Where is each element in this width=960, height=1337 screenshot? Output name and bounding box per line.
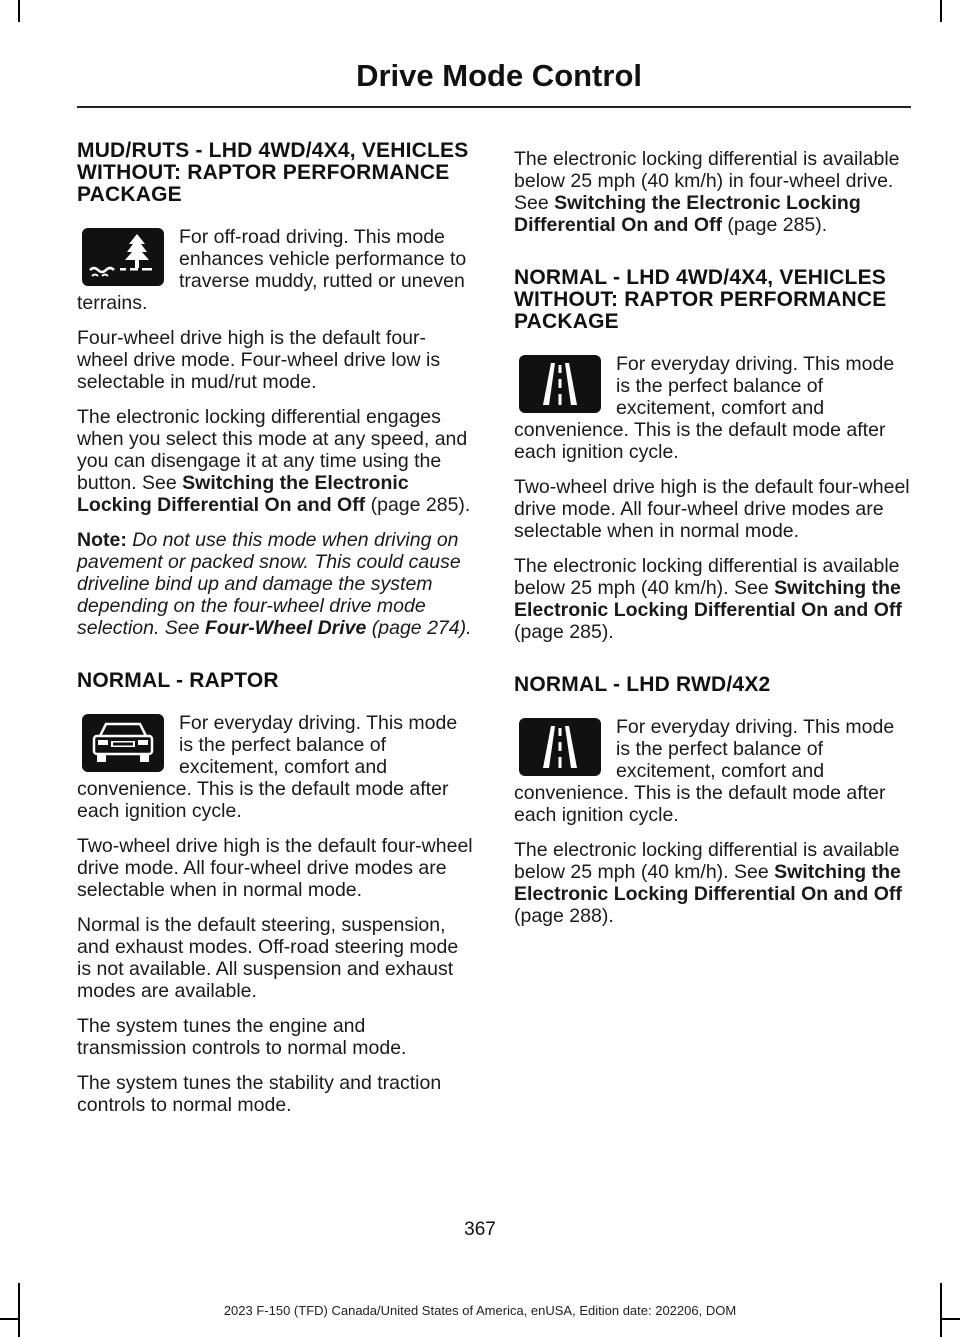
road-lane-icon (519, 718, 601, 776)
crop-mark-top-right (940, 0, 942, 22)
left-column (77, 140, 474, 1129)
section-mud-ruts (77, 140, 474, 639)
right-column (514, 148, 911, 940)
paragraph: The system tunes the engine and transmission controls to normal mode. (77, 1015, 407, 1059)
paragraph: For off-road driving. This mode enhances vehicle performance to traverse muddy, rutted or uneven terrains. (77, 226, 467, 314)
section-normal-4wd (514, 267, 911, 643)
section-normal-rwd (514, 674, 911, 927)
paragraph: Two-wheel drive high is the default four-wheel drive mode. All four-wheel drive modes are selectable when in normal mode. (77, 835, 473, 901)
paragraph: Two-wheel drive high is the default four-wheel drive mode. All four-wheel drive modes are selectable when in normal mode. (514, 476, 910, 542)
page-ref: (page 285). (722, 214, 828, 236)
paragraph: The system tunes the stability and traction controls to normal mode. (77, 1072, 442, 1116)
paragraph (77, 406, 474, 516)
paragraph (514, 148, 911, 236)
paragraph: For everyday driving. This mode is the perfect balance of excitement, comfort and convenience. This is the default mode after each ignition cycle. (77, 712, 458, 822)
cross-reference-link[interactable]: Switching the Electronic Locking Differential On and Off (514, 192, 861, 236)
page-ref: (page 285). (514, 621, 614, 643)
text: The electronic locking differential engages when you select this mode at any speed, and you can disengage it at any time using the button. See (77, 406, 468, 494)
page-title: Drive Mode Control (356, 58, 642, 93)
crop-mark-bottom-left-h (0, 1318, 18, 1320)
section-heading: MUD/RUTS - LHD 4WD/4X4, VEHICLES WITHOUT: RAPTOR PERFORMANCE PACKAGE (77, 139, 469, 206)
text: The electronic locking differential is available below 25 mph (40 km/h). See (514, 839, 900, 883)
crop-mark-bottom-right-h (942, 1318, 960, 1320)
section-heading: NORMAL - LHD 4WD/4X4, VEHICLES WITHOUT: RAPTOR PERFORMANCE PACKAGE (514, 266, 887, 333)
page-ref: (page 288). (514, 905, 614, 927)
page-ref: (page 274). (366, 617, 472, 639)
paragraph: Four-wheel drive high is the default four-wheel drive mode. Four-wheel drive low is selectable in mud/rut mode. (77, 327, 441, 393)
section-heading: NORMAL - LHD RWD/4X2 (514, 673, 771, 696)
cross-reference-link[interactable]: Switching the Electronic Locking Differential On and Off (514, 577, 902, 621)
note-paragraph (77, 529, 474, 639)
page-number: 367 (464, 1219, 496, 1240)
section-heading: NORMAL - RAPTOR (77, 669, 279, 692)
paragraph: For everyday driving. This mode is the perfect balance of excitement, comfort and convenience. This is the default mode after each ignition cycle. (514, 716, 895, 826)
cross-reference-link[interactable]: Switching the Electronic Locking Differential On and Off (514, 861, 902, 905)
paragraph (514, 839, 911, 927)
paragraph: For everyday driving. This mode is the perfect balance of excitement, comfort and convenience. This is the default mode after each ignition cycle. (514, 353, 895, 463)
mud-ruts-mode-icon (82, 228, 164, 286)
note-text: Do not use this mode when driving on pavement or packed snow. This could cause driveline bind up and damage the system depending on the four-wheel drive mode selection. See (77, 529, 461, 639)
text: The electronic locking differential is available below 25 mph (40 km/h) in four-wheel drive. See (514, 148, 900, 214)
paragraph (514, 555, 911, 643)
header-divider (77, 106, 911, 108)
page-ref: (page 285). (365, 494, 471, 516)
cross-reference-link[interactable]: Four-Wheel Drive (204, 617, 367, 639)
text: The electronic locking differential is available below 25 mph (40 km/h). See (514, 555, 900, 599)
road-lane-icon (519, 355, 601, 413)
cross-reference-link[interactable]: Switching the Electronic Locking Differential On and Off (77, 472, 409, 516)
section-normal-raptor (77, 670, 474, 1116)
paragraph: Normal is the default steering, suspension, and exhaust modes. Off-road steering mode is not available. All suspension and exhaust modes are available. (77, 914, 459, 1002)
crop-mark-top-left (18, 0, 20, 22)
page-footer: 2023 F-150 (TFD) Canada/United States of America, enUSA, Edition date: 202206, DOM (223, 1303, 737, 1318)
raptor-truck-icon (82, 714, 164, 772)
note-label: Note: (77, 529, 127, 551)
